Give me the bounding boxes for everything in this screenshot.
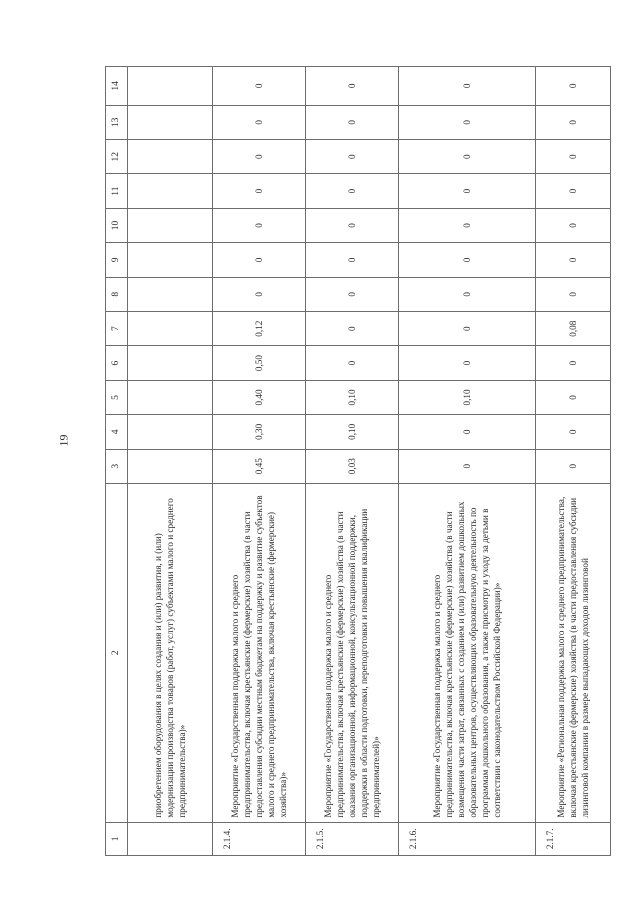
column-header: 7 bbox=[106, 311, 128, 345]
column-header: 14 bbox=[106, 67, 128, 106]
value-cell: 0 bbox=[213, 243, 306, 277]
value-cell: 0 bbox=[306, 208, 399, 242]
value-cell bbox=[128, 67, 213, 106]
value-cell: 0 bbox=[306, 277, 399, 311]
value-cell: 0 bbox=[399, 140, 536, 174]
row-code: 2.1.7. bbox=[536, 822, 611, 855]
column-header: 5 bbox=[106, 380, 128, 414]
value-cell: 0 bbox=[536, 380, 611, 414]
value-cell: 0 bbox=[399, 208, 536, 242]
value-cell: 0,50 bbox=[213, 346, 306, 380]
value-cell: 0 bbox=[213, 67, 306, 106]
value-cell: 0 bbox=[213, 208, 306, 242]
row-code bbox=[128, 822, 213, 855]
table-row bbox=[399, 67, 536, 856]
value-cell: 0 bbox=[399, 449, 536, 483]
value-cell: 0 bbox=[536, 415, 611, 449]
value-cell: 0 bbox=[213, 277, 306, 311]
column-header: 1 bbox=[106, 822, 128, 855]
column-header: 9 bbox=[106, 243, 128, 277]
value-cell: 0 bbox=[536, 277, 611, 311]
value-cell: 0 bbox=[399, 277, 536, 311]
row-description: приобретением оборудования в целях создания и (или) развития, и (или) модернизации производства товаров (работ, услуг) субъектами малого и среднего предпринимательства)» bbox=[128, 483, 213, 822]
value-cell: 0,03 bbox=[306, 449, 399, 483]
column-header: 2 bbox=[106, 483, 128, 822]
value-cell: 0 bbox=[306, 140, 399, 174]
value-cell: 0 bbox=[399, 174, 536, 208]
value-cell: 0 bbox=[536, 208, 611, 242]
value-cell: 0,12 bbox=[213, 311, 306, 345]
column-header: 6 bbox=[106, 346, 128, 380]
value-cell: 0 bbox=[306, 67, 399, 106]
row-description: Мероприятие «Региональная поддержка малого и среднего предпринимательства, включая крестьянские (фермерские) хозяйства (в части предоставления субсидии лизинговой компании в размере выпадающих доходов лизинговой bbox=[536, 483, 611, 822]
value-cell: 0 bbox=[306, 346, 399, 380]
row-description: Мероприятие «Государственная поддержка малого и среднего предпринимательства, включая крестьянские (фермерские) хозяйства (в части предоставления субсидии местным бюджетам на поддержку и развитие субъектов малого и среднего предпринимательства, включая крестьянские (фермерские) хозяйства)» bbox=[213, 483, 306, 822]
column-header: 4 bbox=[106, 415, 128, 449]
row-code: 2.1.6. bbox=[399, 822, 536, 855]
page-number: 19 bbox=[56, 434, 71, 447]
value-cell: 0,10 bbox=[306, 380, 399, 414]
value-cell: 0 bbox=[399, 243, 536, 277]
value-cell: 0 bbox=[399, 346, 536, 380]
value-cell: 0 bbox=[213, 140, 306, 174]
value-cell bbox=[128, 243, 213, 277]
value-cell: 0 bbox=[536, 449, 611, 483]
value-cell: 0 bbox=[536, 346, 611, 380]
value-cell: 0 bbox=[399, 311, 536, 345]
value-cell: 0 bbox=[306, 243, 399, 277]
row-code: 2.1.5. bbox=[306, 822, 399, 855]
column-header: 11 bbox=[106, 174, 128, 208]
value-cell: 0,30 bbox=[213, 415, 306, 449]
rotated-table-wrapper bbox=[105, 66, 610, 856]
value-cell: 0 bbox=[536, 67, 611, 106]
value-cell: 0 bbox=[399, 67, 536, 106]
value-cell bbox=[128, 105, 213, 139]
table-row bbox=[536, 67, 611, 856]
value-cell: 0 bbox=[536, 243, 611, 277]
column-header: 8 bbox=[106, 277, 128, 311]
row-code: 2.1.4. bbox=[213, 822, 306, 855]
value-cell: 0 bbox=[536, 174, 611, 208]
value-cell: 0 bbox=[306, 105, 399, 139]
value-cell bbox=[128, 277, 213, 311]
table-row bbox=[128, 67, 213, 856]
value-cell: 0 bbox=[213, 174, 306, 208]
value-cell: 0,10 bbox=[399, 380, 536, 414]
value-cell bbox=[128, 174, 213, 208]
value-cell: 0,40 bbox=[213, 380, 306, 414]
value-cell: 0 bbox=[399, 105, 536, 139]
table-header-row bbox=[106, 67, 128, 856]
value-cell: 0 bbox=[536, 105, 611, 139]
value-cell bbox=[128, 449, 213, 483]
value-cell bbox=[128, 311, 213, 345]
value-cell: 0 bbox=[306, 311, 399, 345]
column-header: 13 bbox=[106, 105, 128, 139]
value-cell: 0,45 bbox=[213, 449, 306, 483]
value-cell: 0 bbox=[399, 415, 536, 449]
column-header: 10 bbox=[106, 208, 128, 242]
table-row bbox=[306, 67, 399, 856]
row-description: Мероприятие «Государственная поддержка малого и среднего предпринимательства, включая крестьянские (фермерские) хозяйства (в части возмещения части затрат, связанных с созданием и (или) развитием дошкольных образовательных центров, осуществляющих образовательную деятельность по программам дошкольного образования, а также присмотру и уходу за детьми в соответствии с законодательством Российской Федерации)» bbox=[399, 483, 536, 822]
value-cell: 0 bbox=[536, 140, 611, 174]
value-cell bbox=[128, 380, 213, 414]
table-row bbox=[213, 67, 306, 856]
value-cell bbox=[128, 140, 213, 174]
column-header: 3 bbox=[106, 449, 128, 483]
value-cell bbox=[128, 208, 213, 242]
column-header: 12 bbox=[106, 140, 128, 174]
row-description: Мероприятие «Государственная поддержка малого и среднего предпринимательства, включая крестьянские (фермерские) хозяйства (в части оказания организационной, информационной, консультационной поддержки, поддержки в области подготовки, переподготовки и повышения квалификации предпринимателей)» bbox=[306, 483, 399, 822]
value-cell bbox=[128, 346, 213, 380]
value-cell: 0 bbox=[213, 105, 306, 139]
value-cell: 0 bbox=[306, 174, 399, 208]
value-cell bbox=[128, 415, 213, 449]
value-cell: 0,10 bbox=[306, 415, 399, 449]
value-cell: 0,08 bbox=[536, 311, 611, 345]
program-table bbox=[105, 66, 611, 856]
